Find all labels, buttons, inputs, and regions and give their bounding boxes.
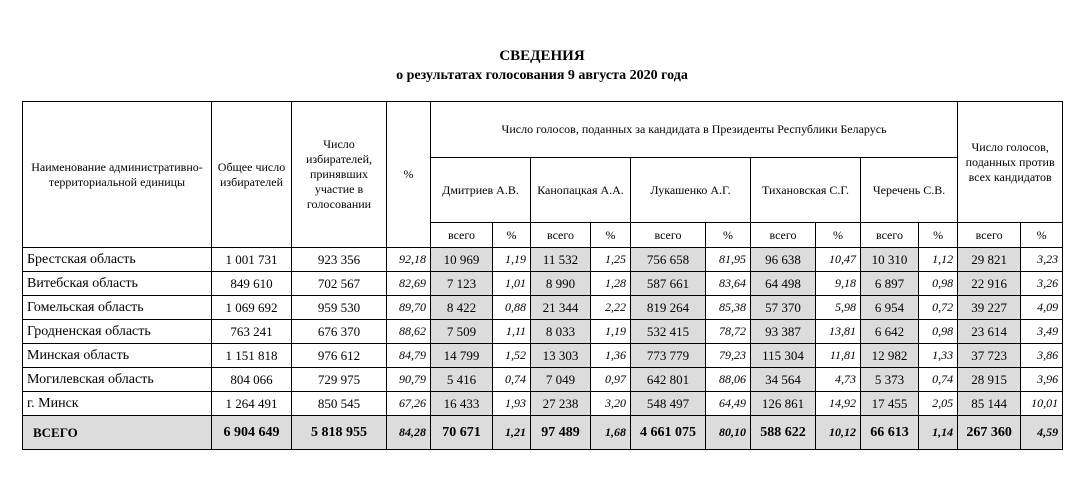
lukashenko-pct-cell: 78,72 bbox=[706, 320, 751, 344]
cherechen-pct-cell: 2,05 bbox=[919, 392, 958, 416]
subheader-cherechen-pct: % bbox=[919, 223, 958, 248]
participated-cell: 959 530 bbox=[292, 296, 387, 320]
lukashenko-pct-cell: 88,06 bbox=[706, 368, 751, 392]
tikhanovskaya-pct-cell: 13,81 bbox=[816, 320, 861, 344]
dmitriev-pct-cell: 0,88 bbox=[493, 296, 531, 320]
tikhanovskaya-votes-cell: 57 370 bbox=[751, 296, 816, 320]
tikhanovskaya-pct-cell: 9,18 bbox=[816, 272, 861, 296]
kanopatskaya-votes-cell: 11 532 bbox=[531, 248, 591, 272]
header-against-all: Число голосов, поданных против всех кандидатов bbox=[958, 102, 1063, 223]
kanopatskaya-pct-cell: 0,97 bbox=[591, 368, 631, 392]
total-voters-cell: 1 151 818 bbox=[212, 344, 292, 368]
turnout-pct-cell: 90,79 bbox=[387, 368, 431, 392]
dmitriev-votes-cell: 14 799 bbox=[431, 344, 493, 368]
against-pct-cell: 10,01 bbox=[1021, 392, 1063, 416]
table-row bbox=[23, 392, 1063, 416]
total-voters-cell: 849 610 bbox=[212, 272, 292, 296]
dmitriev-votes-cell: 7 509 bbox=[431, 320, 493, 344]
participated-cell: 729 975 bbox=[292, 368, 387, 392]
region-name: г. Минск bbox=[23, 392, 212, 416]
lukashenko-pct-cell: 79,23 bbox=[706, 344, 751, 368]
table-row bbox=[23, 272, 1063, 296]
lukashenko-pct-cell: 85,38 bbox=[706, 296, 751, 320]
total-voters-cell: 1 001 731 bbox=[212, 248, 292, 272]
lukashenko-pct-cell: 81,95 bbox=[706, 248, 751, 272]
table-row bbox=[23, 248, 1063, 272]
against-votes-cell: 29 821 bbox=[958, 248, 1021, 272]
kanopatskaya-votes-cell: 8 990 bbox=[531, 272, 591, 296]
kanopatskaya-pct-cell: 1,28 bbox=[591, 272, 631, 296]
participated-cell: 702 567 bbox=[292, 272, 387, 296]
dmitriev-votes-cell: 10 969 bbox=[431, 248, 493, 272]
total-voters-cell: 804 066 bbox=[212, 368, 292, 392]
turnout-pct-cell: 92,18 bbox=[387, 248, 431, 272]
header-candidate-tikhanovskaya: Тихановская С.Г. bbox=[751, 158, 861, 223]
against-pct-cell: 3,49 bbox=[1021, 320, 1063, 344]
against-votes-cell: 28 915 bbox=[958, 368, 1021, 392]
header-total-voters: Общее число избирателей bbox=[212, 102, 292, 248]
participated-cell: 850 545 bbox=[292, 392, 387, 416]
cherechen-pct-cell: 0,98 bbox=[919, 320, 958, 344]
subheader-dmitriev-pct: % bbox=[493, 223, 531, 248]
cherechen-votes-cell: 6 954 bbox=[861, 296, 919, 320]
cherechen-votes-cell: 5 373 bbox=[861, 368, 919, 392]
subheader-dmitriev-total: всего bbox=[431, 223, 493, 248]
kanopatskaya-pct-cell: 1,25 bbox=[591, 248, 631, 272]
subheader-kanopatskaya-total: всего bbox=[531, 223, 591, 248]
dmitriev-votes-cell: 70 671 bbox=[431, 416, 493, 450]
cherechen-votes-cell: 17 455 bbox=[861, 392, 919, 416]
subheader-lukashenko-pct: % bbox=[706, 223, 751, 248]
lukashenko-pct-cell: 80,10 bbox=[706, 416, 751, 450]
cherechen-votes-cell: 12 982 bbox=[861, 344, 919, 368]
document-title: СВЕДЕНИЯ bbox=[499, 48, 585, 64]
turnout-pct-cell: 84,79 bbox=[387, 344, 431, 368]
title-block bbox=[0, 47, 1084, 85]
header-turnout-pct: % bbox=[387, 102, 431, 248]
cherechen-pct-cell: 0,98 bbox=[919, 272, 958, 296]
dmitriev-pct-cell: 1,21 bbox=[493, 416, 531, 450]
cherechen-pct-cell: 1,33 bbox=[919, 344, 958, 368]
kanopatskaya-pct-cell: 1,36 bbox=[591, 344, 631, 368]
kanopatskaya-votes-cell: 8 033 bbox=[531, 320, 591, 344]
subheader-tikhanovskaya-pct: % bbox=[816, 223, 861, 248]
participated-cell: 676 370 bbox=[292, 320, 387, 344]
cherechen-votes-cell: 6 897 bbox=[861, 272, 919, 296]
lukashenko-pct-cell: 64,49 bbox=[706, 392, 751, 416]
total-voters-cell: 1 264 491 bbox=[212, 392, 292, 416]
lukashenko-votes-cell: 773 779 bbox=[631, 344, 706, 368]
kanopatskaya-pct-cell: 1,19 bbox=[591, 320, 631, 344]
tikhanovskaya-votes-cell: 64 498 bbox=[751, 272, 816, 296]
cherechen-votes-cell: 66 613 bbox=[861, 416, 919, 450]
table-row bbox=[23, 368, 1063, 392]
total-voters-cell: 1 069 692 bbox=[212, 296, 292, 320]
lukashenko-votes-cell: 532 415 bbox=[631, 320, 706, 344]
tikhanovskaya-votes-cell: 93 387 bbox=[751, 320, 816, 344]
turnout-pct-cell: 67,26 bbox=[387, 392, 431, 416]
tikhanovskaya-votes-cell: 588 622 bbox=[751, 416, 816, 450]
against-votes-cell: 23 614 bbox=[958, 320, 1021, 344]
cherechen-pct-cell: 1,12 bbox=[919, 248, 958, 272]
tikhanovskaya-votes-cell: 115 304 bbox=[751, 344, 816, 368]
subheader-kanopatskaya-pct: % bbox=[591, 223, 631, 248]
total-voters-cell: 6 904 649 bbox=[212, 416, 292, 450]
tikhanovskaya-pct-cell: 10,12 bbox=[816, 416, 861, 450]
dmitriev-votes-cell: 16 433 bbox=[431, 392, 493, 416]
total-row bbox=[23, 416, 1063, 450]
against-pct-cell: 3,86 bbox=[1021, 344, 1063, 368]
region-name: Минская область bbox=[23, 344, 212, 368]
lukashenko-votes-cell: 587 661 bbox=[631, 272, 706, 296]
total-voters-cell: 763 241 bbox=[212, 320, 292, 344]
region-name: Витебская область bbox=[23, 272, 212, 296]
subheader-lukashenko-total: всего bbox=[631, 223, 706, 248]
turnout-pct-cell: 88,62 bbox=[387, 320, 431, 344]
table-row bbox=[23, 320, 1063, 344]
region-name: ВСЕГО bbox=[23, 416, 212, 450]
against-votes-cell: 37 723 bbox=[958, 344, 1021, 368]
header-region-name: Наименование административно-территориальной единицы bbox=[23, 102, 212, 248]
tikhanovskaya-votes-cell: 126 861 bbox=[751, 392, 816, 416]
lukashenko-votes-cell: 642 801 bbox=[631, 368, 706, 392]
against-pct-cell: 3,96 bbox=[1021, 368, 1063, 392]
dmitriev-pct-cell: 1,52 bbox=[493, 344, 531, 368]
subheader-against-total: всего bbox=[958, 223, 1021, 248]
turnout-pct-cell: 82,69 bbox=[387, 272, 431, 296]
cherechen-pct-cell: 0,74 bbox=[919, 368, 958, 392]
lukashenko-votes-cell: 548 497 bbox=[631, 392, 706, 416]
kanopatskaya-pct-cell: 2,22 bbox=[591, 296, 631, 320]
dmitriev-votes-cell: 8 422 bbox=[431, 296, 493, 320]
tikhanovskaya-pct-cell: 10,47 bbox=[816, 248, 861, 272]
against-votes-cell: 22 916 bbox=[958, 272, 1021, 296]
kanopatskaya-pct-cell: 1,68 bbox=[591, 416, 631, 450]
document-subtitle: о результатах голосования 9 августа 2020 года bbox=[396, 68, 688, 83]
participated-cell: 923 356 bbox=[292, 248, 387, 272]
table-row bbox=[23, 296, 1063, 320]
dmitriev-pct-cell: 1,19 bbox=[493, 248, 531, 272]
tikhanovskaya-pct-cell: 14,92 bbox=[816, 392, 861, 416]
kanopatskaya-votes-cell: 27 238 bbox=[531, 392, 591, 416]
dmitriev-pct-cell: 0,74 bbox=[493, 368, 531, 392]
region-name: Гродненская область bbox=[23, 320, 212, 344]
region-name: Брестская область bbox=[23, 248, 212, 272]
header-candidate-cherechen: Черечень С.В. bbox=[861, 158, 958, 223]
table-row bbox=[23, 344, 1063, 368]
against-votes-cell: 39 227 bbox=[958, 296, 1021, 320]
header-candidates-group: Число голосов, поданных за кандидата в Президенты Республики Беларусь bbox=[431, 102, 958, 158]
lukashenko-pct-cell: 83,64 bbox=[706, 272, 751, 296]
subheader-tikhanovskaya-total: всего bbox=[751, 223, 816, 248]
turnout-pct-cell: 84,28 bbox=[387, 416, 431, 450]
cherechen-pct-cell: 1,14 bbox=[919, 416, 958, 450]
turnout-pct-cell: 89,70 bbox=[387, 296, 431, 320]
subheader-against-pct: % bbox=[1021, 223, 1063, 248]
header-candidate-dmitriev: Дмитриев А.В. bbox=[431, 158, 531, 223]
subheader-cherechen-total: всего bbox=[861, 223, 919, 248]
cherechen-pct-cell: 0,72 bbox=[919, 296, 958, 320]
results-table bbox=[22, 101, 1063, 450]
tikhanovskaya-pct-cell: 4,73 bbox=[816, 368, 861, 392]
header-participated: Число избирателей, принявших участие в голосовании bbox=[292, 102, 387, 248]
header-candidate-kanopatskaya: Канопацкая А.А. bbox=[531, 158, 631, 223]
dmitriev-pct-cell: 1,11 bbox=[493, 320, 531, 344]
tikhanovskaya-pct-cell: 11,81 bbox=[816, 344, 861, 368]
participated-cell: 976 612 bbox=[292, 344, 387, 368]
tikhanovskaya-votes-cell: 96 638 bbox=[751, 248, 816, 272]
cherechen-votes-cell: 10 310 bbox=[861, 248, 919, 272]
kanopatskaya-votes-cell: 21 344 bbox=[531, 296, 591, 320]
dmitriev-pct-cell: 1,93 bbox=[493, 392, 531, 416]
dmitriev-votes-cell: 5 416 bbox=[431, 368, 493, 392]
kanopatskaya-votes-cell: 7 049 bbox=[531, 368, 591, 392]
tikhanovskaya-votes-cell: 34 564 bbox=[751, 368, 816, 392]
against-votes-cell: 85 144 bbox=[958, 392, 1021, 416]
cherechen-votes-cell: 6 642 bbox=[861, 320, 919, 344]
dmitriev-pct-cell: 1,01 bbox=[493, 272, 531, 296]
participated-cell: 5 818 955 bbox=[292, 416, 387, 450]
dmitriev-votes-cell: 7 123 bbox=[431, 272, 493, 296]
against-pct-cell: 3,23 bbox=[1021, 248, 1063, 272]
header-candidate-lukashenko: Лукашенко А.Г. bbox=[631, 158, 751, 223]
kanopatskaya-votes-cell: 13 303 bbox=[531, 344, 591, 368]
lukashenko-votes-cell: 819 264 bbox=[631, 296, 706, 320]
against-pct-cell: 4,09 bbox=[1021, 296, 1063, 320]
kanopatskaya-votes-cell: 97 489 bbox=[531, 416, 591, 450]
against-pct-cell: 3,26 bbox=[1021, 272, 1063, 296]
against-votes-cell: 267 360 bbox=[958, 416, 1021, 450]
lukashenko-votes-cell: 4 661 075 bbox=[631, 416, 706, 450]
against-pct-cell: 4,59 bbox=[1021, 416, 1063, 450]
region-name: Гомельская область bbox=[23, 296, 212, 320]
region-name: Могилевская область bbox=[23, 368, 212, 392]
lukashenko-votes-cell: 756 658 bbox=[631, 248, 706, 272]
tikhanovskaya-pct-cell: 5,98 bbox=[816, 296, 861, 320]
kanopatskaya-pct-cell: 3,20 bbox=[591, 392, 631, 416]
